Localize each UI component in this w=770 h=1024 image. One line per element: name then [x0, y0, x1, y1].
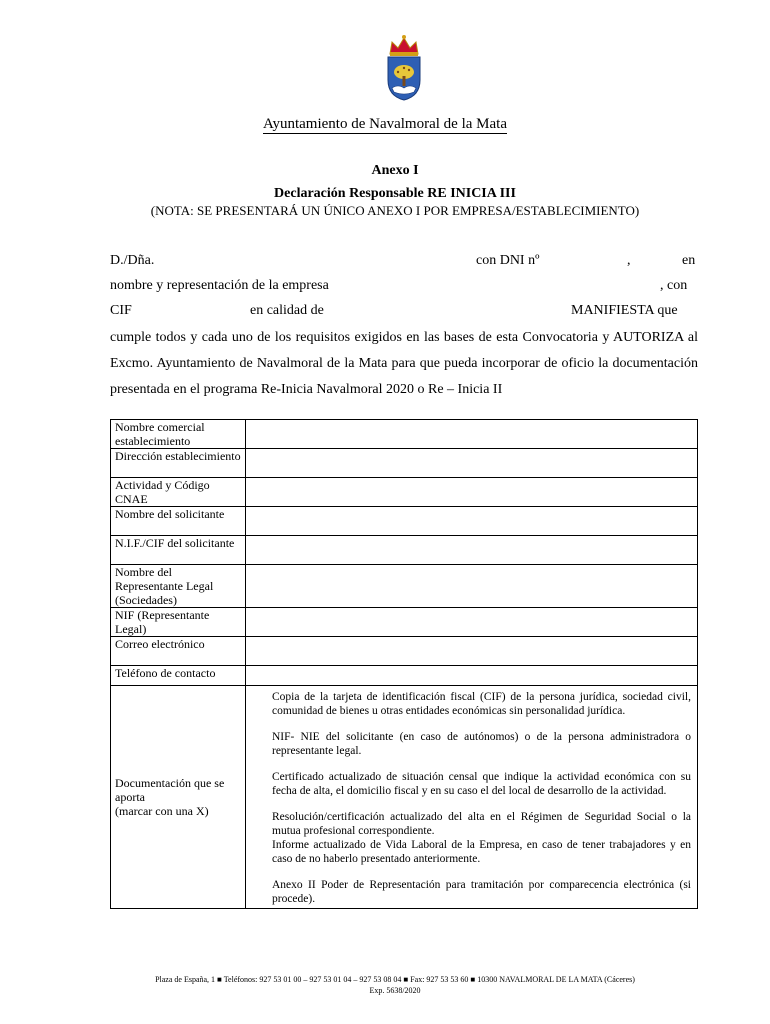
annex-title: Anexo I — [371, 163, 419, 178]
document-item[interactable]: Resolución/certificación actualizado del alta en el Régimen de Seguridad Social o la mutua profesional correspondiente. Informe actualizado de Vida Laboral de la Empresa, en caso de tener trabajadores y en caso de no haberlo presentado anteriormente. — [272, 811, 691, 865]
applicant-form-table — [110, 419, 698, 909]
input-cell[interactable] — [246, 478, 698, 507]
input-cell[interactable] — [246, 507, 698, 536]
declaration-title: Declaración Responsable RE INICIA III — [274, 186, 516, 201]
dni-label: con DNI nº — [476, 253, 540, 268]
row-label: Teléfono de contacto — [111, 666, 246, 686]
input-cell[interactable] — [246, 536, 698, 565]
footer-address: Plaza de España, 1 ■ Teléfonos: 927 53 01 00 – 927 53 01 04 – 927 53 08 04 ■ Fax: 927 53 53 60 ■ 10300 NAVALMORAL DE LA MATA (Cáceres) — [155, 975, 635, 984]
row-label: Dirección establecimiento — [111, 449, 246, 478]
footer-exp: Exp. 5638/2020 — [369, 986, 421, 995]
row-label: Nombre del solicitante — [111, 507, 246, 536]
dona-label: D./Dña. — [110, 253, 155, 268]
input-cell[interactable] — [246, 608, 698, 637]
input-cell[interactable] — [246, 637, 698, 666]
comma-text: , — [627, 253, 631, 268]
document-item[interactable]: Certificado actualizado de situación censal que indique la actividad económica con su fecha de alta, el domicilio fiscal y en su caso el del local de desarrollo de la actividad. — [272, 771, 691, 797]
declaration-body: cumple todos y cada uno de los requisitos exigidos en las bases de esta Convocatoria y AUTORIZA al Excmo. Ayuntamiento de Navalmoral de la Mata para que pueda incorporar de oficio la documentación presentada en el programa Re-Inicia Navalmoral 2020 o Re – Inicia II — [110, 330, 698, 397]
cif-label: CIF — [110, 303, 132, 318]
con-text: , con — [660, 278, 688, 293]
row-label: NIF (Representante Legal) — [111, 608, 246, 637]
en-text: en — [682, 253, 696, 268]
manifiesta-text: MANIFIESTA que — [571, 303, 678, 318]
coat-of-arms-icon — [382, 32, 426, 102]
document-item[interactable]: NIF- NIE del solicitante (en caso de autónomos) o de la persona administradora o representante legal. — [272, 731, 691, 757]
documents-label: Documentación que se aporta (marcar con una X) — [111, 686, 246, 909]
empresa-label: nombre y representación de la empresa — [110, 278, 329, 293]
row-label: Actividad y Código CNAE — [111, 478, 246, 507]
document-item[interactable]: Copia de la tarjeta de identificación fiscal (CIF) de la persona jurídica, sociedad civil, comunidad de bienes u otras entidades económicas sin personalidad jurídica. — [272, 691, 691, 717]
row-label: Nombre comercial establecimiento — [111, 420, 246, 449]
input-cell[interactable] — [246, 565, 698, 608]
row-label: Nombre del Representante Legal (Sociedades) — [111, 565, 246, 608]
document-item[interactable]: Anexo II Poder de Representación para tramitación por comparecencia electrónica (si procede). — [272, 879, 691, 905]
row-label: N.I.F./CIF del solicitante — [111, 536, 246, 565]
input-cell[interactable] — [246, 666, 698, 686]
calidad-label: en calidad de — [250, 303, 324, 318]
input-cell[interactable] — [246, 449, 698, 478]
documents-list — [246, 686, 698, 909]
input-cell[interactable] — [246, 420, 698, 449]
organization-title: Ayuntamiento de Navalmoral de la Mata — [263, 116, 507, 132]
row-label: Correo electrónico — [111, 637, 246, 666]
note-text: (NOTA: SE PRESENTARÁ UN ÚNICO ANEXO I POR EMPRESA/ESTABLECIMIENTO) — [150, 203, 640, 218]
